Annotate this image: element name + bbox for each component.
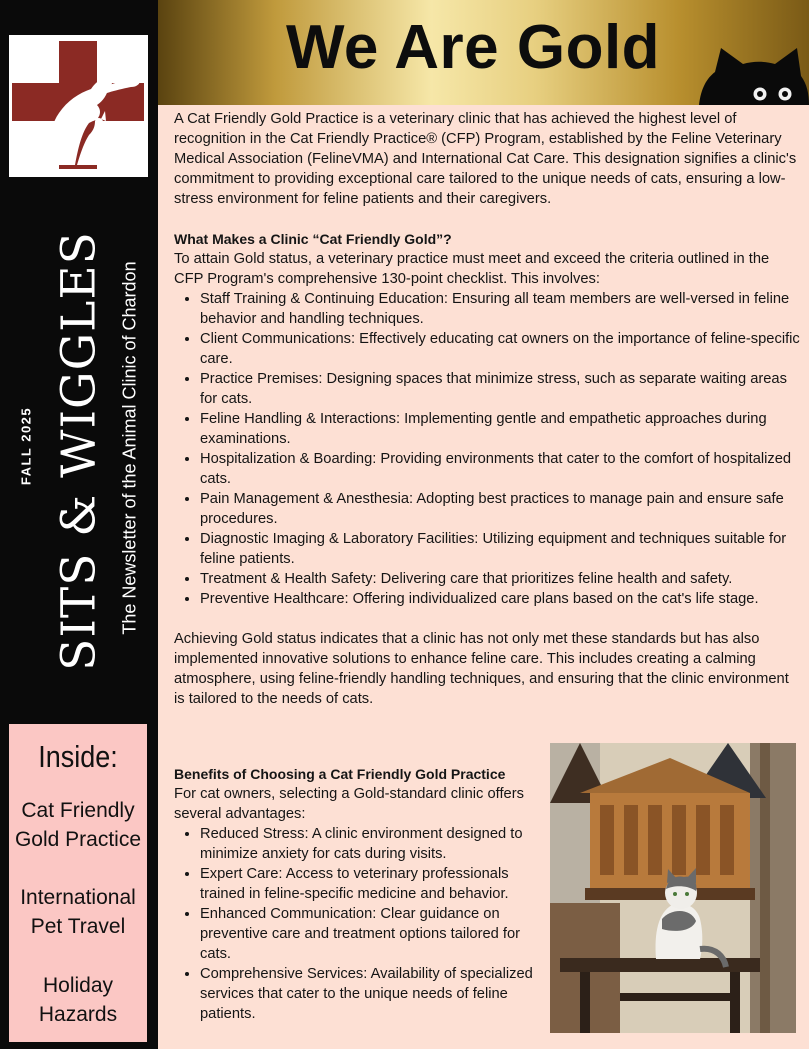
section-heading: Benefits of Choosing a Cat Friendly Gold Practice <box>174 766 506 782</box>
cat-photo <box>550 743 796 1033</box>
sidebar <box>0 0 158 1049</box>
page-title: We Are Gold <box>285 13 661 82</box>
article <box>174 109 800 709</box>
section-text: To attain Gold status, a veterinary practice must meet and exceed the criteria outlined in the CFP Program's comprehensive 130-point checklist. This involves: <box>174 251 770 287</box>
section-text: For cat owners, selecting a Gold-standard clinic offers several advantages: <box>174 786 524 822</box>
benefits-list <box>174 824 536 1024</box>
list-item: • Diagnostic Imaging & Laboratory Facilities: Utilizing equipment and techniques suitable for feline patients. <box>200 529 800 569</box>
newsletter-subtitle: The Newsletter of the Animal Clinic of Chardon <box>119 261 140 635</box>
list-item: • Preventive Healthcare: Offering individualized care plans based on the cat's life stage. <box>200 589 800 609</box>
list-item: • Reduced Stress: A clinic environment designed to minimize anxiety for cats during visits. <box>200 824 536 864</box>
section-heading: What Makes a Clinic “Cat Friendly Gold”? <box>174 231 452 247</box>
list-item: • Feline Handling & Interactions: Implementing gentle and empathetic approaches during examinations. <box>200 409 800 449</box>
inside-item[interactable]: Cat Friendly Gold Practice <box>14 799 142 851</box>
benefits-section <box>174 764 536 1024</box>
list-item: • Hospitalization & Boarding: Providing environments that cater to the comfort of hospitalized cats. <box>200 449 800 489</box>
intro-paragraph: A Cat Friendly Gold Practice is a veterinary clinic that has achieved the highest level of recognition in the Cat Friendly Practice® (CFP) Program, established by the Feline Veterinary Medical Association (FelineVMA) and International Cat Care. This designation signifies a clinic's commitment to providing exceptional care tailored to the unique needs of cats, ensuring a low-stress environment for feline patients and their caregivers. <box>174 111 797 207</box>
inside-title: Inside: <box>38 740 118 774</box>
list-item: • Enhanced Communication: Clear guidance on preventive care and treatment options tailored for cats. <box>200 904 536 964</box>
achieving-paragraph: Achieving Gold status indicates that a clinic has not only met these standards but has also implemented innovative solutions to enhance feline care. This includes creating a calming atmosphere, using feline-friendly handling techniques, and ensuring that the clinic environment is tailored to the needs of cats. <box>174 631 789 707</box>
cat-on-cat-tree-photo <box>550 743 796 1033</box>
list-item: • Pain Management & Anesthesia: Adopting best practices to manage pain and ensure safe procedures. <box>200 489 800 529</box>
inside-item[interactable]: Holiday Hazards <box>38 974 118 1026</box>
list-item: • Comprehensive Services: Availability of specialized services that cater to the unique needs of feline patients. <box>200 964 536 1024</box>
newsletter-title: SITS & WIGGLES <box>51 231 107 671</box>
list-item: • Client Communications: Effectively educating cat owners on the importance of feline-specific care. <box>200 329 800 369</box>
clinic-cross-logo-icon <box>9 35 148 177</box>
list-item: • Practice Premises: Designing spaces that minimize stress, such as separate waiting areas for cats. <box>200 369 800 409</box>
inside-item[interactable]: International Pet Travel <box>20 886 136 938</box>
list-item: • Staff Training & Continuing Education: Ensuring all team members are well-versed in feline behavior and handling techniques. <box>200 289 800 329</box>
newsletter-season: FALL 2025 <box>18 406 34 486</box>
clinic-logo <box>9 35 148 177</box>
inside-box <box>9 724 147 1042</box>
list-item: • Treatment & Health Safety: Delivering care that prioritizes feline health and safety. <box>200 569 800 589</box>
criteria-list <box>174 289 800 609</box>
header-banner <box>158 0 809 105</box>
peeking-black-cat-icon <box>699 48 809 105</box>
list-item: • Expert Care: Access to veterinary professionals trained in feline-specific medicine and behavior. <box>200 864 536 904</box>
